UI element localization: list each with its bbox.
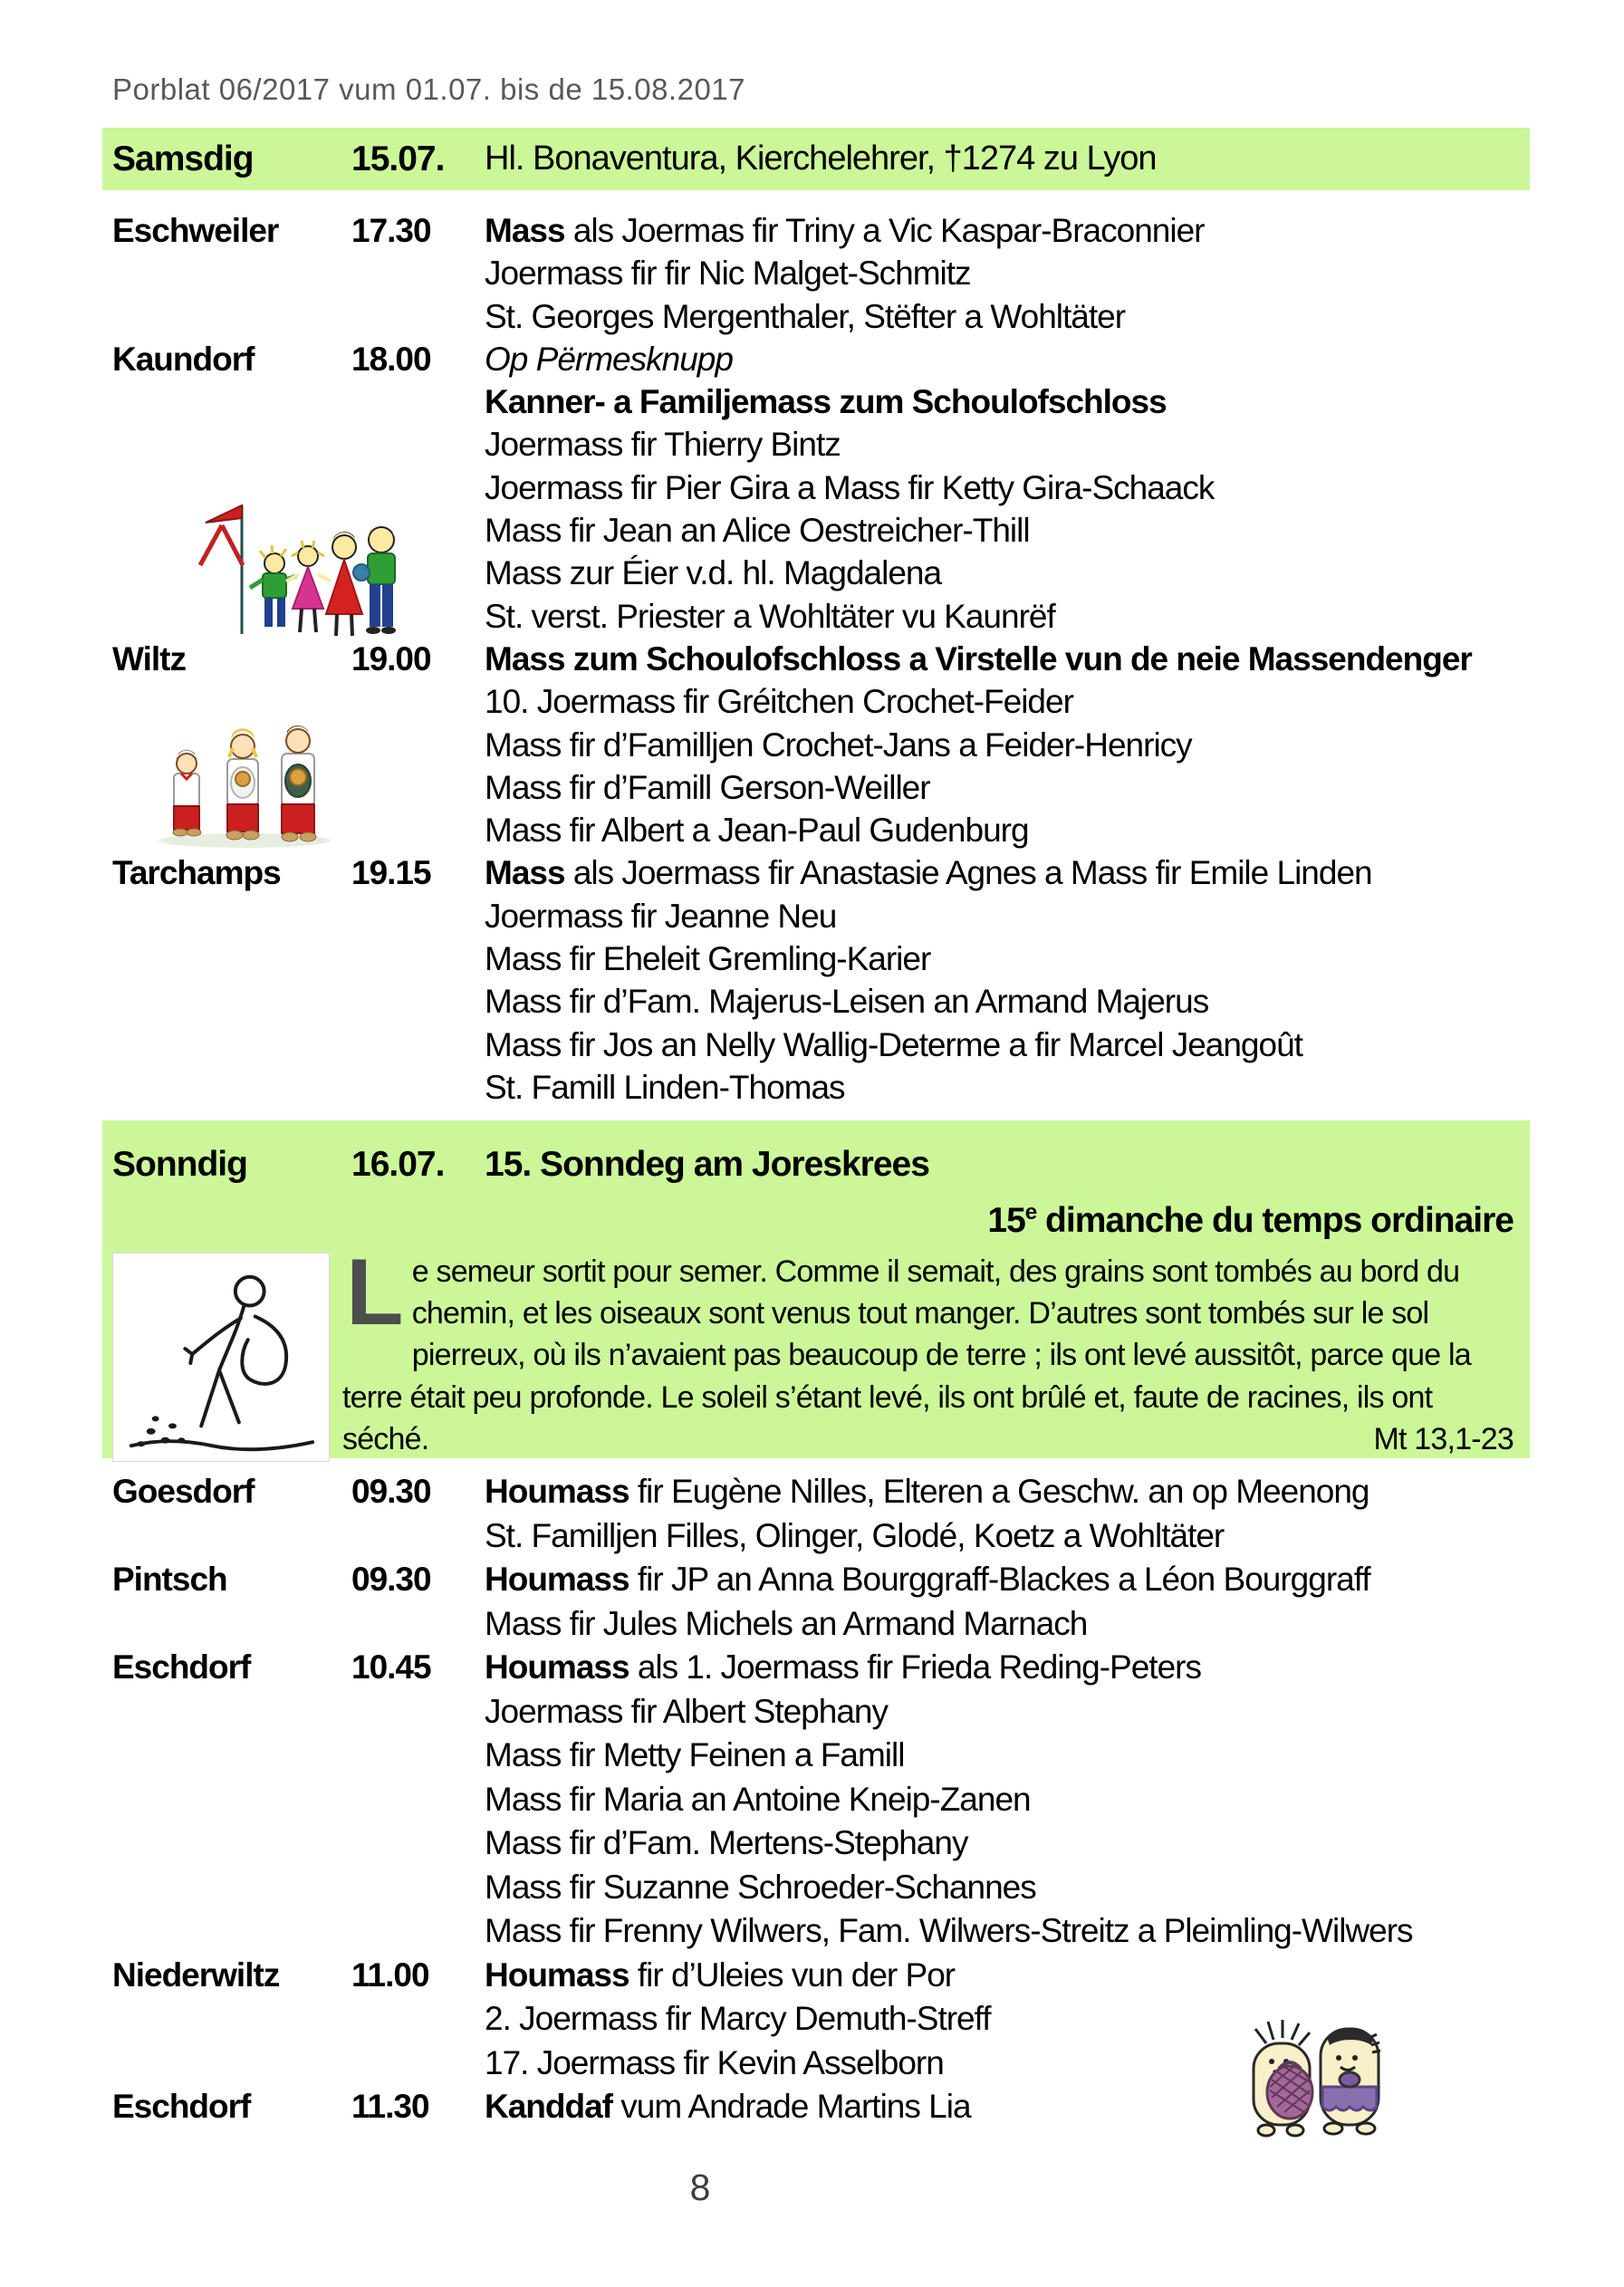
gospel-paragraph: [112, 1240, 1513, 1460]
location-label: Eschdorf: [112, 2088, 251, 2125]
service-line: Mass fir Albert a Jean-Paul Gudenburg: [485, 812, 1029, 850]
sower-illustration: [112, 1253, 330, 1462]
day-label: Samsdig: [112, 139, 254, 178]
day-label: Sonndig: [112, 1145, 247, 1184]
time-label: 19.00: [351, 639, 431, 677]
time-label: 09.30: [351, 1473, 431, 1510]
time-label: 10.45: [351, 1648, 431, 1686]
service-line: Mass fir Metty Feinen a Famill: [485, 1736, 905, 1773]
gospel-reference: Mt 13,1-23: [1373, 1421, 1513, 1456]
service-line: Houmass fir Eugène Nilles, Elteren a Geschw. an op Meenong: [485, 1473, 1369, 1510]
location-label: Eschweiler: [112, 212, 279, 249]
service-line: Mass fir d’Famill Gerson-Weiller: [485, 768, 930, 806]
time-label: 11.00: [351, 1955, 429, 1994]
time-label: 17.30: [351, 212, 431, 249]
service-line: Kanddaf vum Andrade Martins Lia: [485, 2088, 971, 2125]
service-line: St. verst. Priester a Wohltäter vu Kaunrëf: [485, 597, 1055, 635]
service-line: Houmass fir d’Uleies vun der Por: [485, 1955, 956, 1994]
schedule-entry-wiltz: [112, 638, 1530, 851]
date-label: 15.07.: [351, 139, 445, 178]
schedule-entry-eschdorf-kanddaf: [112, 2085, 1530, 2129]
saturday-schedule: [102, 209, 1530, 1109]
schedule-entry-goesdorf: [112, 1470, 1530, 1558]
time-label: 19.15: [351, 854, 431, 892]
gospel-dropcap: L: [346, 1240, 403, 1345]
schedule-entry-pintsch: [112, 1558, 1530, 1646]
sunday-title: 15. Sonndeg am Joreskrees: [485, 1145, 929, 1184]
time-label: 09.30: [351, 1561, 431, 1598]
service-line: St. Famill Linden-Thomas: [485, 1068, 845, 1106]
service-line: Mass fir Frenny Wilwers, Fam. Wilwers-Streitz a Pleimling-Wilwers: [485, 1912, 1413, 1949]
service-line: Mass fir d’Fam. Mertens-Stephany: [485, 1824, 968, 1861]
location-label: Wiltz: [112, 639, 186, 677]
service-line: Joermass fir Albert Stephany: [485, 1692, 888, 1730]
gospel-text: e semeur sortit pour semer. Comme il semait, des grains sont tombés au bord du chemin, et les oiseaux sont venus tout manger. D’autres sont tombés sur le sol pierreux, où ils n’avaient pas beaucoup de terre ; ils ont levé aussitôt, parce que la terre était peu profonde. Le soleil s’étant levé, ils ont brûlé et, faute de racines, ils ont séché.: [342, 1254, 1471, 1456]
location-label: Pintsch: [112, 1561, 227, 1598]
page-header: Porblat 06/2017 vum 01.07. bis de 15.08.2017: [112, 72, 745, 106]
time-label: 11.30: [351, 2088, 429, 2125]
location-label: Kaundorf: [112, 340, 255, 378]
sunday-schedule: [102, 1470, 1530, 2129]
service-line: Mass fir Eheleit Gremling-Karier: [485, 940, 931, 978]
service-line: St. Georges Mergenthaler, Stëfter a Wohltäter: [485, 297, 1126, 335]
service-line: Mass fir Maria an Antoine Kneip-Zanen: [485, 1780, 1031, 1818]
service-line: Houmass fir JP an Anna Bourggraff-Blackes a Léon Bourggraff: [485, 1561, 1370, 1598]
location-label: Goesdorf: [112, 1473, 255, 1510]
schedule-entry-eschweiler: [112, 209, 1530, 338]
service-line: Mass fir Jules Michels an Armand Marnach: [485, 1604, 1088, 1642]
saturday-banner: [102, 128, 1530, 190]
service-line: Mass fir Suzanne Schroeder-Schannes: [485, 1868, 1036, 1906]
service-line: Joermass fir Jeanne Neu: [485, 897, 837, 935]
sunday-subtitle: 15e dimanche du temps ordinaire: [987, 1200, 1513, 1240]
date-label: 16.07.: [351, 1145, 445, 1184]
service-line: St. Familljen Filles, Olinger, Glodé, Koetz a Wohltäter: [485, 1516, 1225, 1554]
schedule-entry-tarchamps: [112, 851, 1530, 1109]
service-line: Mass fir d’Fam. Majerus-Leisen an Armand Majerus: [485, 983, 1209, 1021]
service-line: Mass fir Jos an Nelly Wallig-Determe a fir Marcel Jeangoût: [485, 1025, 1302, 1063]
service-line: Mass zur Éier v.d. hl. Magdalena: [485, 554, 942, 592]
service-line: Mass fir d’Familljen Crochet-Jans a Feider-Henricy: [485, 725, 1192, 764]
service-line: Joermass fir Thierry Bintz: [485, 426, 841, 464]
schedule-entry-niederwiltz: [112, 1954, 1530, 2086]
schedule-entry-eschdorf: [112, 1646, 1530, 1954]
service-line: Mass als Joermass fir Anastasie Agnes a Mass fir Emile Linden: [485, 854, 1372, 892]
location-label: Niederwiltz: [112, 1955, 280, 1994]
service-line: Mass als Joermas fir Triny a Vic Kaspar-Braconnier: [485, 212, 1205, 249]
service-line: Mass zum Schoulofschloss a Virstelle vun de neie Massendenger: [485, 639, 1472, 677]
feast-title: Hl. Bonaventura, Kierchelehrer, †1274 zu Lyon: [485, 139, 1157, 178]
service-line: Joermass fir fir Nic Malget-Schmitz: [485, 255, 971, 293]
service-line: Houmass als 1. Joermass fir Frieda Reding-Peters: [485, 1648, 1201, 1686]
service-line: 2. Joermass fir Marcy Demuth-Streff: [485, 2000, 991, 2037]
service-line: Kanner- a Familjemass zum Schoulofschloss: [485, 383, 1167, 421]
schedule-entry-kaundorf: [112, 338, 1530, 638]
sunday-banner-block: [102, 1120, 1530, 1458]
time-label: 18.00: [351, 340, 431, 378]
service-line: 17. Joermass fir Kevin Asselborn: [485, 2043, 944, 2081]
location-label: Eschdorf: [112, 1648, 251, 1686]
service-line: Mass fir Jean an Alice Oestreicher-Thill: [485, 512, 1030, 550]
page-number: 8: [689, 2167, 711, 2208]
service-line: Op Përmesknupp: [485, 340, 733, 378]
service-line: 10. Joermass fir Gréitchen Crochet-Feider: [485, 683, 1073, 721]
location-label: Tarchamps: [112, 854, 281, 892]
service-line: Joermass fir Pier Gira a Mass fir Ketty Gira-Schaack: [485, 468, 1215, 506]
